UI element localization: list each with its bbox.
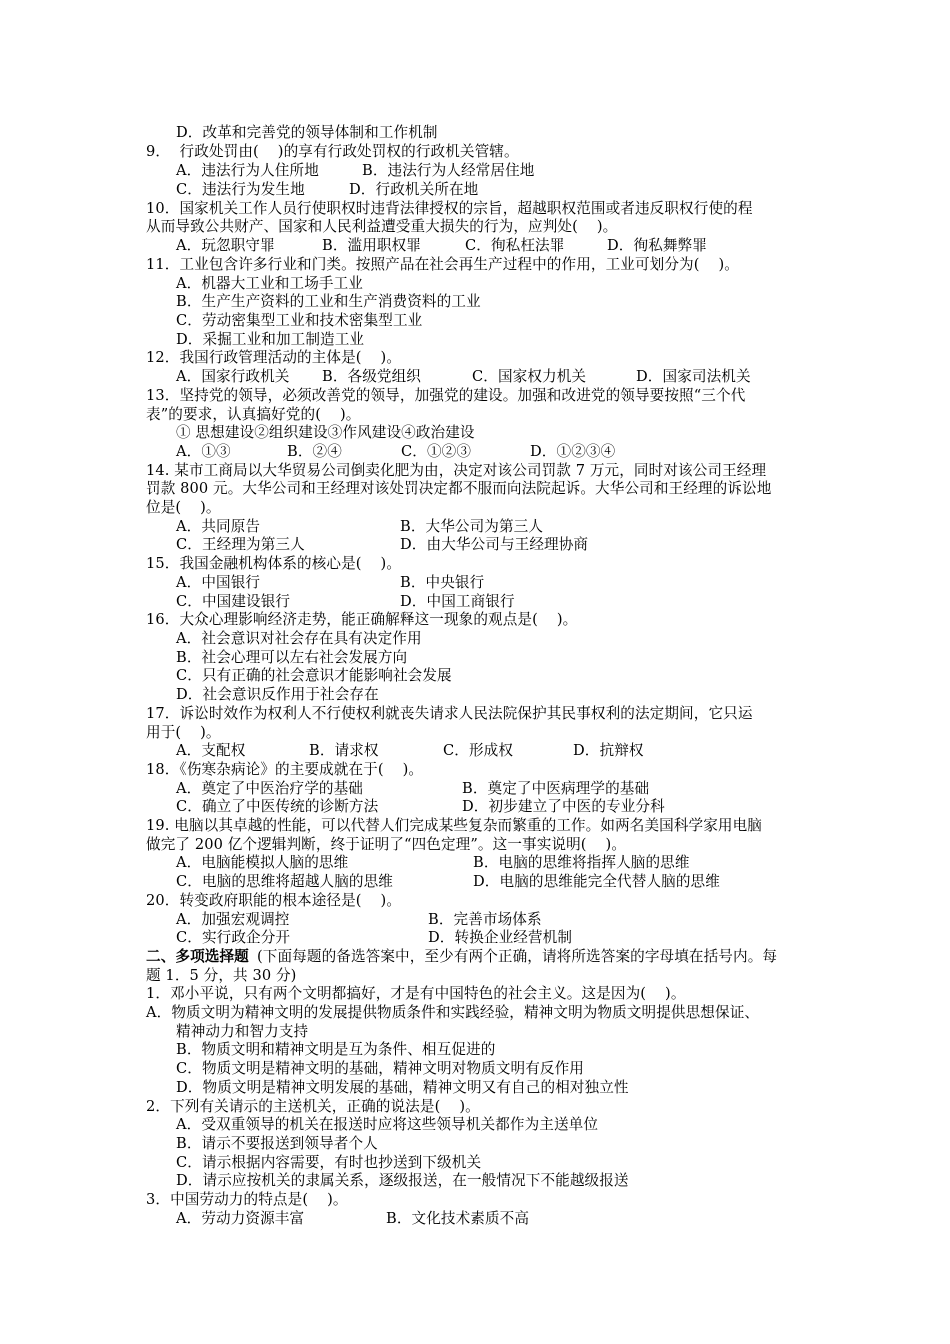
question-line: 11．工业包含许多行业和门类。按照产品在社会再生产过程中的作用，工业可划分为( )。 (146, 256, 739, 273)
option-line: A．物质文明为精神文明的发展提供物质条件和实践经验，精神文明为物质文明提供思想保证、 (146, 1004, 760, 1021)
option-line: A．中国银行 B．中央银行 (176, 574, 485, 591)
question-line: 2．下列有关请示的主送机关，正确的说法是( )。 (146, 1098, 480, 1115)
option-line: C．物质文明是精神文明的基础，精神文明对物质文明有反作用 (176, 1060, 584, 1077)
option-line: A．机器大工业和工场手工业 (176, 275, 363, 292)
question-line: 17．诉讼时效作为权利人不行使权利就丧失请求人民法院保护其民事权利的法定期间，它只运 (146, 705, 753, 722)
text-line: 做完了 200 亿个逻辑判断，终于证明了“四色定理”。这一事实说明( )。 (146, 836, 627, 853)
option-line: A．国家行政机关 B．各级党组织 C．国家权力机关 D．国家司法机关 (176, 368, 751, 385)
option-line: C．实行政企分开 D．转换企业经营机制 (176, 929, 573, 946)
option-line: C．违法行为发生地 D．行政机关所在地 (176, 181, 479, 198)
option-line: B．物质文明和精神文明是互为条件、相互促进的 (176, 1041, 496, 1058)
option-line: A．①③ B．②④ C．①②③ D．①②③④ (176, 443, 616, 460)
option-line: B．请示不要报送到领导者个人 (176, 1135, 378, 1152)
option-line: A．受双重领导的机关在报送时应将这些领导机关都作为主送单位 (176, 1116, 599, 1133)
option-line: A．玩忽职守罪 B．滥用职权罪 C．徇私枉法罪 D．徇私舞弊罪 (176, 237, 707, 254)
text-line: 位是( )。 (146, 499, 221, 516)
option-line: A．违法行为人住所地 B．违法行为人经常居住地 (176, 162, 535, 179)
option-line: A．奠定了中医治疗学的基础 B．奠定了中医病理学的基础 (176, 780, 650, 797)
text-line: 从而导致公共财产、国家和人民利益遭受重大损失的行为，应判处( )。 (146, 218, 618, 235)
question-line: 3．中国劳动力的特点是( )。 (146, 1191, 348, 1208)
text-line: ① 思想建设②组织建设③作风建设④政治建设 (176, 424, 475, 441)
question-line: 20．转变政府职能的根本途径是( )。 (146, 892, 402, 909)
question-line: 16．大众心理影响经济走势，能正确解释这一现象的观点是( )。 (146, 611, 578, 628)
option-line: A．共同原告 B．大华公司为第三人 (176, 518, 544, 535)
option-line: A．电脑能模拟人脑的思维 B．电脑的思维将指挥人脑的思维 (176, 854, 690, 871)
option-line: D．请示应按机关的隶属关系，逐级报送，在一般情况下不能越级报送 (176, 1172, 629, 1189)
option-line: C．电脑的思维将超越人脑的思维 D．电脑的思维能完全代替人脑的思维 (176, 873, 720, 890)
option-line: B．生产生产资料的工业和生产消费资料的工业 (176, 293, 481, 310)
text-line: 用于( )。 (146, 724, 221, 741)
question-line: 18．《伤寒杂病论》的主要成就在于( )。 (146, 761, 424, 778)
question-line: 19. 电脑以其卓越的性能，可以代替人们完成某些复杂而繁重的工作。如两名美国科学家用电脑 (146, 817, 763, 834)
question-line: 10．国家机关工作人员行使职权时违背法律授权的宗旨，超越职权范围或者违反职权行使的程 (146, 200, 753, 217)
question-line: 14. 某市工商局以大华贸易公司倒卖化肥为由，决定对该公司罚款 7 万元，同时对该公司王经理 (146, 462, 767, 479)
option-line: C．中国建设银行 D．中国工商银行 (176, 593, 515, 610)
option-line: D．社会意识反作用于社会存在 (176, 686, 379, 703)
option-line: C．请示根据内容需要，有时也抄送到下级机关 (176, 1154, 482, 1171)
option-line: A．社会意识对社会存在具有决定作用 (176, 630, 422, 647)
question-line: 1．邓小平说，只有两个文明都搞好，才是有中国特色的社会主义。这是因为( )。 (146, 985, 686, 1002)
option-line: C．王经理为第三人 D．由大华公司与王经理协商 (176, 536, 589, 553)
text-line: 精神动力和智力支持 (176, 1023, 309, 1040)
text-line: 罚款 800 元。大华公司和王经理对该处罚决定都不服而向法院起诉。大华公司和王经理的诉讼地 (146, 480, 772, 497)
option-line: D．物质文明是精神文明发展的基础，精神文明又有自己的相对独立性 (176, 1079, 629, 1096)
question-line: 12．我国行政管理活动的主体是( )。 (146, 349, 402, 366)
option-line: A．加强宏观调控 B．完善市场体系 (176, 911, 542, 928)
text-line: D．改革和完善党的领导体制和工作机制 (176, 124, 438, 141)
section-heading: 二、多项选择题 (下面每题的备选答案中，至少有两个正确，请将所选答案的字母填在括号内。每 (146, 948, 778, 965)
question-line: 15．我国金融机构体系的核心是( )。 (146, 555, 402, 572)
option-line: D．采掘工业和加工制造工业 (176, 331, 365, 348)
option-line: A．劳动力资源丰富 B．文化技术素质不高 (176, 1210, 530, 1227)
option-line: C．劳动密集型工业和技术密集型工业 (176, 312, 423, 329)
option-line: B．社会心理可以左右社会发展方向 (176, 649, 408, 666)
text-line: 题 1．5 分，共 30 分) (146, 967, 297, 984)
question-line: 13．坚持党的领导，必须改善党的领导，加强党的建设。加强和改进党的领导要按照“三个代 (146, 387, 746, 404)
option-line: A．支配权 B．请求权 C．形成权 D．抗辩权 (176, 742, 644, 759)
text-line: 表”的要求，认真搞好党的( )。 (146, 406, 361, 423)
question-line: 9． 行政处罚由( )的享有行政处罚权的行政机关管辖。 (146, 143, 519, 160)
option-line: C．确立了中医传统的诊断方法 D．初步建立了中医的专业分科 (176, 798, 665, 815)
option-line: C．只有正确的社会意识才能影响社会发展 (176, 667, 452, 684)
